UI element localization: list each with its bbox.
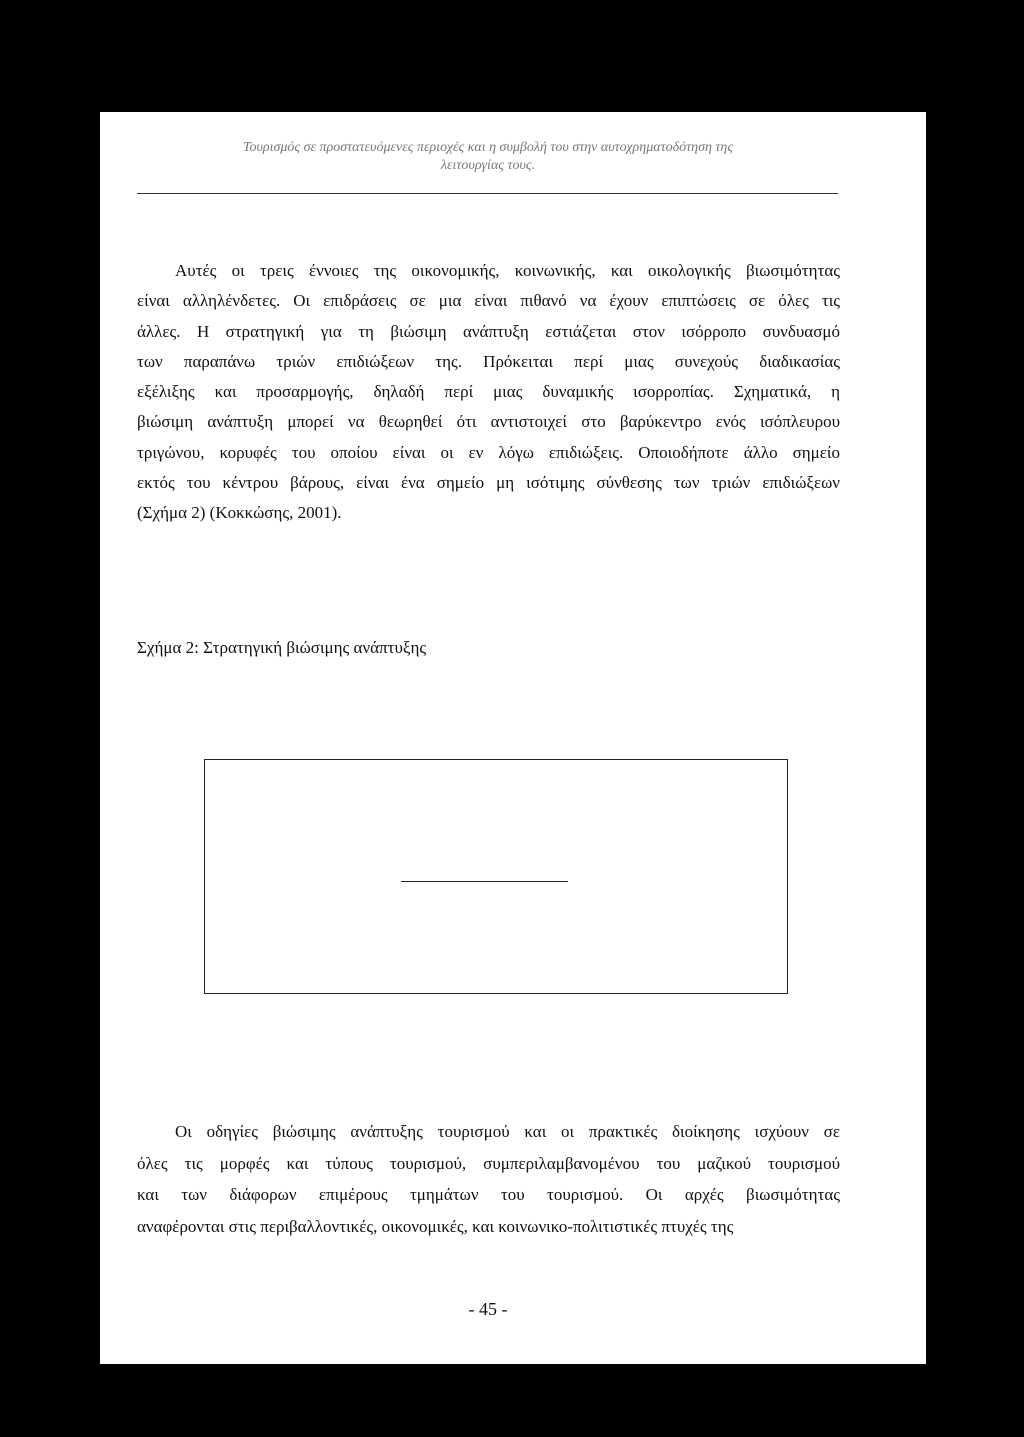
header-rule [137,193,838,194]
paragraph-line: εξέλιξης και προσαρμογής, δηλαδή περί μιας δυναμικής ισορροπίας. Σχηματικά, η [137,382,840,402]
page-number: - 45 - [468,1299,508,1319]
paragraph-line: (Σχήμα 2) (Κοκκώσης, 2001). [137,503,342,523]
paragraph-line: Αυτές οι τρεις έννοιες της οικονομικής, κοινωνικής, και οικολογικής βιωσιμότητας [175,261,840,280]
document-page [100,112,926,1364]
paragraph-line: εκτός του κέντρου βάρους, είναι ένα σημείο μη ισότιμης σύνθεσης των τριών επιδιώξεων [137,473,840,493]
paragraph-line: και των διάφορων επιμέρους τμημάτων του τουρισμού. Οι αρχές βιωσιμότητας [137,1185,840,1204]
paragraph-line: άλλες. Η στρατηγική για τη βιώσιμη ανάπτυξη εστιάζεται στον ισόρροπο συνδυασμό [137,321,840,341]
running-header-line-1: Τουρισμός σε προστατευόμενες περιοχές και η συμβολή του στην αυτοχρηματοδότηση της [242,140,734,155]
paragraph-line: όλες τις μορφές και τύπους τουρισμού, συμπεριλαμβανομένου του μαζικού τουρισμού [137,1153,840,1173]
body-paragraph-1 [137,256,840,529]
running-header [138,139,838,175]
paragraph-line: βιώσιμη ανάπτυξη μπορεί να θεωρηθεί ότι αντιστοιχεί στο βαρύκεντρο ενός ισόπλευρου [137,412,840,432]
figure-line [401,881,568,882]
body-paragraph-2 [137,1116,840,1242]
running-header-line-2: λειτουργίας τους. [440,158,536,173]
paragraph-line: των παραπάνω τριών επιδιώξεων της. Πρόκειται περί μιας συνεχούς διαδικασίας [137,351,840,371]
paragraph-line: τριγώνου, κορυφές του οποίου είναι οι εν λόγω επιδιώξεις. Οποιοδήποτε άλλο σημείο [137,442,840,462]
figure-caption: Σχήμα 2: Στρατηγική βιώσιμης ανάπτυξης [137,638,427,657]
paragraph-line: αναφέρονται στις περιβαλλοντικές, οικονομικές, και κοινωνικο-πολιτιστικές πτυχές της [137,1216,734,1236]
paragraph-line: Οι οδηγίες βιώσιμης ανάπτυξης τουρισμού και οι πρακτικές διοίκησης ισχύουν σε [175,1122,840,1141]
figure-frame [204,759,788,994]
paragraph-line: είναι αλληλένδετες. Οι επιδράσεις σε μια είναι πιθανό να έχουν επιπτώσεις σε όλες τις [137,291,840,311]
